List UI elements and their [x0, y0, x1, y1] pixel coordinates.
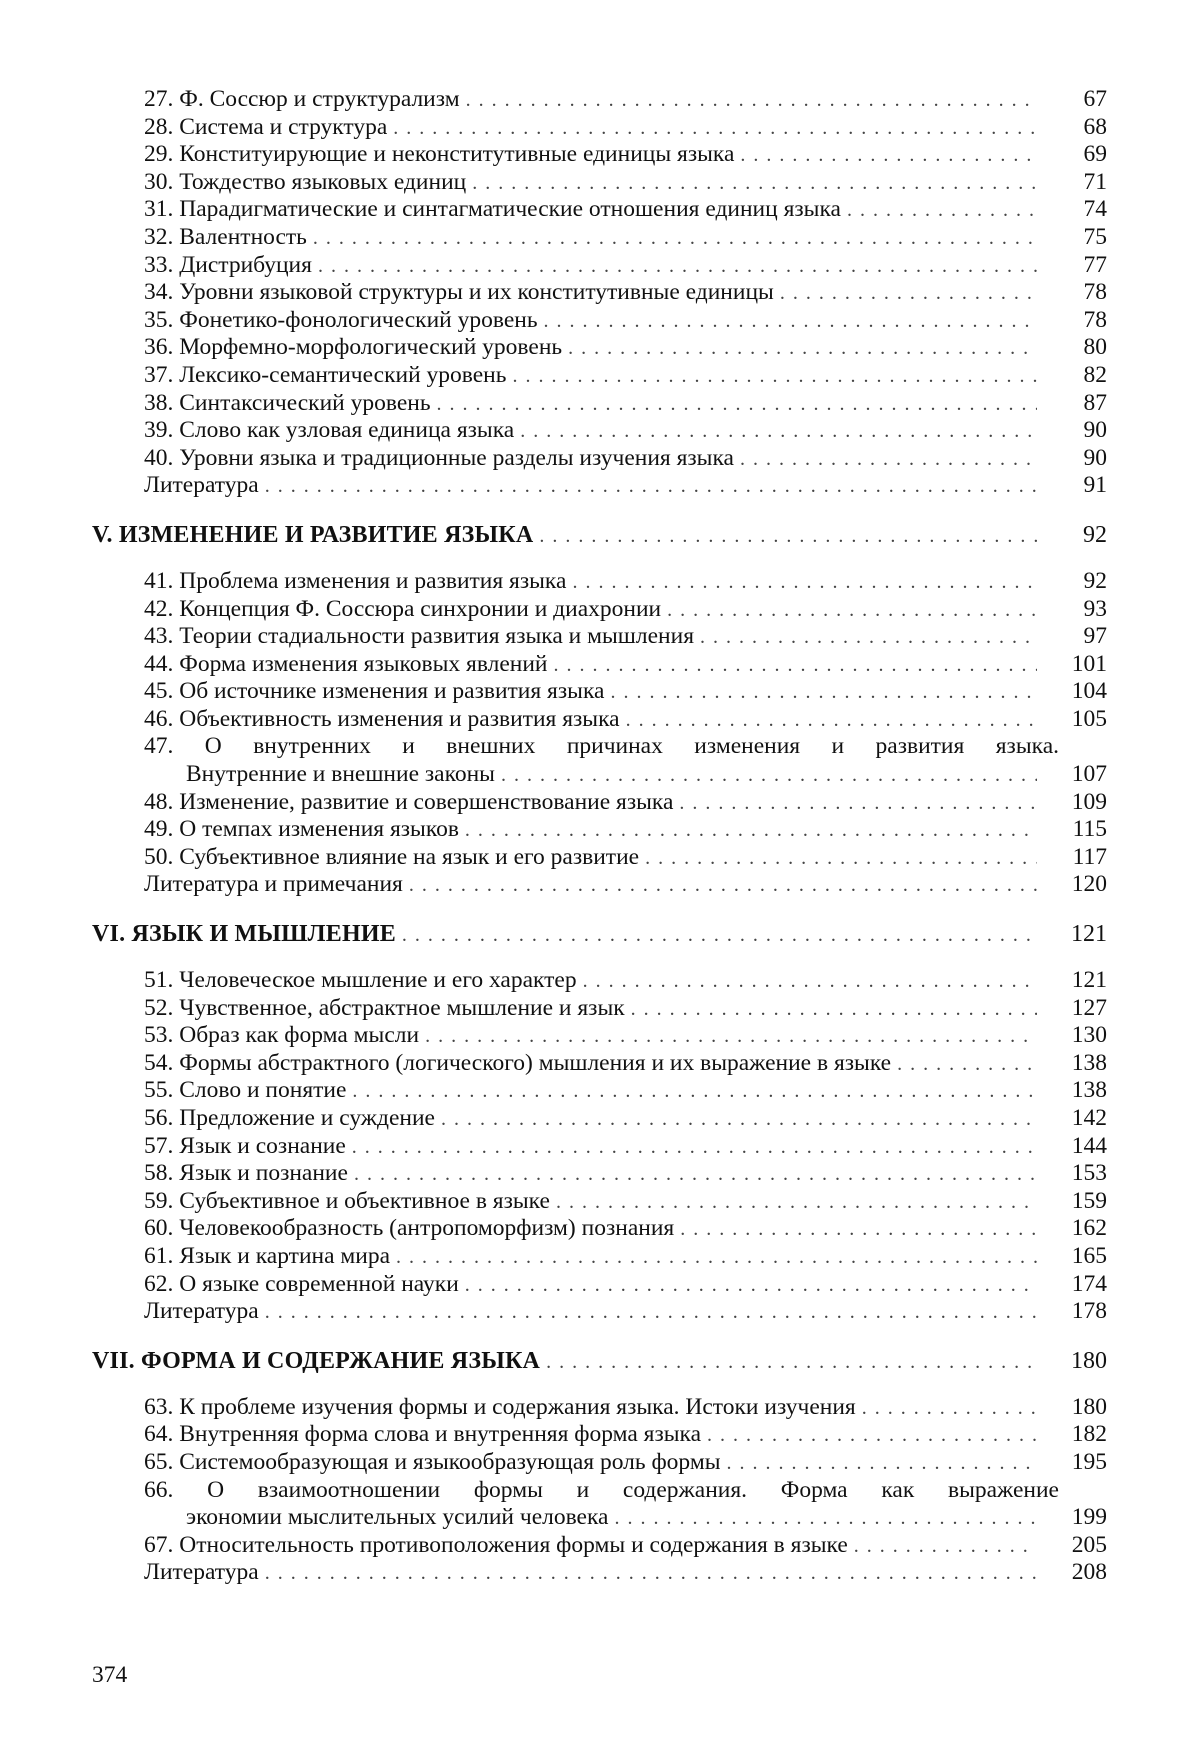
entry-page-number: 75	[1083, 223, 1107, 250]
toc-entry	[92, 1133, 1107, 1161]
entry-page-number: 115	[1072, 816, 1107, 843]
toc-entry	[92, 307, 1107, 335]
toc-section-6	[92, 911, 1107, 957]
dot-leader	[501, 762, 1037, 790]
toc-entry	[92, 1271, 1107, 1299]
dot-leader	[614, 1505, 1037, 1533]
dot-leader	[265, 473, 1037, 501]
toc-entry	[92, 169, 1107, 197]
dot-leader	[313, 225, 1037, 253]
toc-entry	[92, 114, 1107, 142]
toc-entry	[92, 844, 1107, 872]
toc-entry	[92, 568, 1107, 596]
entry-title: 57. Язык и сознание	[144, 1133, 352, 1161]
entry-page-number: 162	[1071, 1215, 1107, 1242]
dot-leader	[472, 170, 1037, 198]
entry-page-number: 87	[1083, 389, 1107, 416]
toc-entry	[92, 1050, 1107, 1078]
dot-leader	[740, 446, 1037, 474]
entry-page-number: 130	[1071, 1022, 1107, 1049]
dot-leader	[568, 335, 1037, 363]
dot-leader	[897, 1051, 1037, 1079]
entry-page-number: 174	[1071, 1270, 1107, 1297]
entry-page-number: 138	[1071, 1049, 1107, 1076]
entry-page-number: 80	[1083, 334, 1107, 361]
toc-entry-47-line1: 47. О внутренних и внешних причинах изменения и развития языка.	[144, 733, 1059, 760]
entry-title: 59. Субъективное и объективное в языке	[144, 1188, 556, 1216]
entry-title: 63. К проблеме изучения формы и содержания языка. Истоки изучения	[144, 1394, 862, 1422]
entry-title: 46. Объективность изменения и развития языка	[144, 706, 626, 734]
dot-leader	[437, 391, 1037, 419]
dot-leader	[626, 707, 1037, 735]
toc-entry	[92, 445, 1107, 473]
dot-leader	[700, 624, 1037, 652]
entry-page-number: 127	[1071, 994, 1107, 1021]
entry-title: 44. Форма изменения языковых явлений	[144, 651, 554, 679]
entry-page-number: 120	[1071, 871, 1107, 898]
toc-block-5b	[92, 789, 1107, 899]
entry-page-number: 109	[1071, 788, 1107, 815]
entry-page-number: 67	[1083, 86, 1107, 112]
entry-page-number: 82	[1083, 361, 1107, 388]
entry-title: Литература и примечания	[144, 871, 409, 899]
toc-entry	[92, 1160, 1107, 1188]
toc-entry	[92, 596, 1107, 624]
section-title: VII. ФОРМА И СОДЕРЖАНИЕ ЯЗЫКА	[92, 1338, 546, 1384]
dot-leader	[862, 1395, 1037, 1423]
dot-leader	[465, 1272, 1037, 1300]
entry-page-number: 90	[1083, 444, 1107, 471]
dot-leader	[726, 1450, 1037, 1478]
entry-page-number: 159	[1071, 1187, 1107, 1214]
toc-entry	[92, 472, 1107, 500]
toc-entry	[92, 1215, 1107, 1243]
entry-page-number: 142	[1071, 1105, 1107, 1131]
table-of-contents	[92, 86, 1107, 1587]
dot-leader	[645, 845, 1037, 873]
entry-page-number: 78	[1083, 279, 1107, 306]
dot-leader	[441, 1106, 1037, 1134]
entry-title: 34. Уровни языковой структуры и их конститутивные единицы	[144, 279, 780, 307]
dot-leader	[667, 597, 1037, 625]
entry-page-number: 117	[1072, 843, 1107, 870]
page-number: 374	[92, 1662, 128, 1688]
entry-page-number: 144	[1071, 1132, 1107, 1159]
toc-entry	[92, 417, 1107, 445]
entry-title: 60. Человекообразность (антропоморфизм) познания	[144, 1215, 680, 1243]
entry-page-number: 92	[1083, 567, 1107, 594]
toc-entry	[92, 141, 1107, 169]
entry-page-number: 93	[1083, 595, 1107, 622]
dot-leader	[556, 1189, 1037, 1217]
entry-title: 36. Морфемно-морфологический уровень	[144, 334, 568, 362]
dot-leader	[409, 872, 1037, 900]
dot-leader	[610, 679, 1037, 707]
entry-title: 38. Синтаксический уровень	[144, 390, 437, 418]
toc-entry	[92, 1243, 1107, 1271]
toc-entry	[92, 1449, 1107, 1477]
entry-page-number: 199	[1071, 1504, 1107, 1531]
toc-entry	[92, 678, 1107, 706]
entry-title: 35. Фонетико-фонологический уровень	[144, 307, 544, 335]
toc-entry	[92, 816, 1107, 844]
dot-leader	[546, 1339, 1037, 1385]
entry-page-number: 68	[1083, 113, 1107, 140]
dot-leader	[466, 87, 1037, 115]
toc-entry	[92, 86, 1107, 114]
toc-entry	[92, 1077, 1107, 1105]
toc-block-7a	[92, 1394, 1107, 1477]
entry-title: 64. Внутренняя форма слова и внутренняя форма языка	[144, 1421, 707, 1449]
section-title: V. ИЗМЕНЕНИЕ И РАЗВИТИЕ ЯЗЫКА	[92, 512, 539, 558]
entry-title: Литература	[144, 1559, 265, 1587]
dot-leader	[583, 968, 1037, 996]
toc-section-5	[92, 512, 1107, 558]
entry-title: 56. Предложение и суждение	[144, 1105, 441, 1133]
toc-entry	[92, 224, 1107, 252]
entry-title: 32. Валентность	[144, 224, 313, 252]
entry-title: экономии мыслительных усилий человека	[186, 1504, 614, 1532]
dot-leader	[780, 280, 1037, 308]
entry-title: Внутренние и внешние законы	[186, 761, 501, 789]
toc-entry-47-line2	[92, 761, 1107, 789]
dot-leader	[631, 996, 1037, 1024]
entry-page-number: 208	[1071, 1559, 1107, 1586]
entry-title: 48. Изменение, развитие и совершенствование языка	[144, 789, 679, 817]
entry-page-number: 153	[1071, 1160, 1107, 1187]
entry-title: 52. Чувственное, абстрактное мышление и язык	[144, 995, 631, 1023]
toc-entry-66-line2	[92, 1504, 1107, 1532]
dot-leader	[402, 912, 1037, 958]
entry-page-number: 71	[1083, 168, 1107, 195]
toc-entry	[92, 362, 1107, 390]
entry-page-number: 195	[1071, 1448, 1107, 1475]
toc-block-5a	[92, 568, 1107, 734]
toc-entry	[92, 967, 1107, 995]
toc-section-7	[92, 1338, 1107, 1384]
dot-leader	[352, 1134, 1037, 1162]
toc-entry	[92, 651, 1107, 679]
entry-page-number: 101	[1071, 650, 1107, 677]
dot-leader	[554, 652, 1038, 680]
toc-entry	[92, 871, 1107, 899]
toc-entry	[92, 252, 1107, 280]
entry-title: 30. Тождество языковых единиц	[144, 169, 472, 197]
dot-leader	[396, 1244, 1037, 1272]
toc-entry	[92, 1188, 1107, 1216]
dot-leader	[465, 817, 1037, 845]
toc-block-4	[92, 86, 1107, 500]
entry-page-number: 165	[1071, 1242, 1107, 1269]
entry-title: 39. Слово как узловая единица языка	[144, 417, 520, 445]
dot-leader	[512, 363, 1037, 391]
entry-title: 41. Проблема изменения и развития языка	[144, 568, 572, 596]
dot-leader	[847, 197, 1037, 225]
toc-entry	[92, 1298, 1107, 1326]
entry-page-number: 91	[1083, 472, 1107, 499]
entry-page-number: 180	[1071, 1393, 1107, 1420]
entry-title: 28. Система и структура	[144, 114, 393, 142]
entry-title: 49. О темпах изменения языков	[144, 816, 465, 844]
toc-block-7b	[92, 1532, 1107, 1587]
entry-page-number: 104	[1071, 678, 1107, 705]
entry-page-number: 107	[1071, 761, 1107, 788]
dot-leader	[393, 115, 1037, 143]
dot-leader	[539, 513, 1037, 559]
toc-entry	[92, 995, 1107, 1023]
toc-entry	[92, 789, 1107, 817]
toc-entry-66-line1: 66. О взаимоотношении формы и содержания. Форма как выражение	[144, 1476, 1059, 1503]
toc-entry	[92, 1394, 1107, 1422]
entry-title: 50. Субъективное влияние на язык и его развитие	[144, 844, 645, 872]
toc-block-6	[92, 967, 1107, 1326]
entry-page-number: 90	[1083, 417, 1107, 444]
dot-leader	[680, 1216, 1037, 1244]
dot-leader	[352, 1078, 1037, 1106]
dot-leader	[740, 142, 1037, 170]
dot-leader	[707, 1422, 1037, 1450]
toc-entry	[92, 196, 1107, 224]
entry-page-number: 78	[1083, 306, 1107, 333]
entry-title: 58. Язык и познание	[144, 1160, 354, 1188]
entry-title: 65. Системообразующая и языкообразующая роль формы	[144, 1449, 726, 1477]
entry-page-number: 121	[1071, 967, 1107, 994]
toc-entry	[92, 334, 1107, 362]
dot-leader	[520, 418, 1037, 446]
toc-entry	[92, 706, 1107, 734]
entry-title: Литература	[144, 472, 265, 500]
entry-page-number: 69	[1083, 141, 1107, 168]
section-title: VI. ЯЗЫК И МЫШЛЕНИЕ	[92, 911, 402, 957]
entry-title: 55. Слово и понятие	[144, 1077, 352, 1105]
entry-title: 31. Парадигматические и синтагматические отношения единиц языка	[144, 196, 847, 224]
toc-entry	[92, 1559, 1107, 1587]
toc-entry	[92, 1105, 1107, 1133]
entry-title: 37. Лексико-семантический уровень	[144, 362, 512, 390]
entry-page-number: 77	[1083, 251, 1107, 278]
entry-title: 42. Концепция Ф. Соссюра синхронии и диахронии	[144, 596, 667, 624]
entry-title: 29. Конституирующие и неконститутивные единицы языка	[144, 141, 740, 169]
dot-leader	[425, 1023, 1037, 1051]
toc-entry	[92, 390, 1107, 418]
entry-title: 62. О языке современной науки	[144, 1271, 465, 1299]
dot-leader	[265, 1299, 1037, 1327]
toc-entry	[92, 1421, 1107, 1449]
toc-entry	[92, 623, 1107, 651]
dot-leader	[318, 253, 1037, 281]
entry-page-number: 74	[1083, 196, 1107, 223]
entry-title: Литература	[144, 1298, 265, 1326]
dot-leader	[572, 569, 1037, 597]
entry-page-number: 205	[1071, 1531, 1107, 1558]
entry-title: 27. Ф. Соссюр и структурализм	[144, 86, 466, 114]
entry-title: 53. Образ как форма мысли	[144, 1022, 425, 1050]
entry-title: 33. Дистрибуция	[144, 252, 318, 280]
section-page-number: 180	[1071, 1347, 1107, 1374]
entry-title: 40. Уровни языка и традиционные разделы изучения языка	[144, 445, 740, 473]
entry-title: 43. Теории стадиальности развития языка и мышления	[144, 623, 700, 651]
entry-title: 67. Относительность противоположения формы и содержания в языке	[144, 1532, 854, 1560]
entry-page-number: 97	[1083, 623, 1107, 650]
dot-leader	[544, 308, 1037, 336]
entry-page-number: 178	[1071, 1298, 1107, 1325]
entry-title: 61. Язык и картина мира	[144, 1243, 396, 1271]
entry-title: 51. Человеческое мышление и его характер	[144, 967, 583, 995]
toc-entry	[92, 1022, 1107, 1050]
entry-page-number: 138	[1071, 1077, 1107, 1104]
section-page-number: 121	[1071, 921, 1107, 948]
entry-page-number: 182	[1071, 1421, 1107, 1448]
entry-title: 45. Об источнике изменения и развития языка	[144, 678, 610, 706]
toc-entry	[92, 1532, 1107, 1560]
entry-page-number: 105	[1071, 705, 1107, 732]
section-page-number: 92	[1083, 521, 1107, 548]
dot-leader	[679, 790, 1037, 818]
entry-title: 54. Формы абстрактного (логического) мышления и их выражение в языке	[144, 1050, 897, 1078]
dot-leader	[354, 1161, 1037, 1189]
dot-leader	[854, 1533, 1037, 1561]
toc-entry	[92, 279, 1107, 307]
dot-leader	[265, 1560, 1037, 1588]
